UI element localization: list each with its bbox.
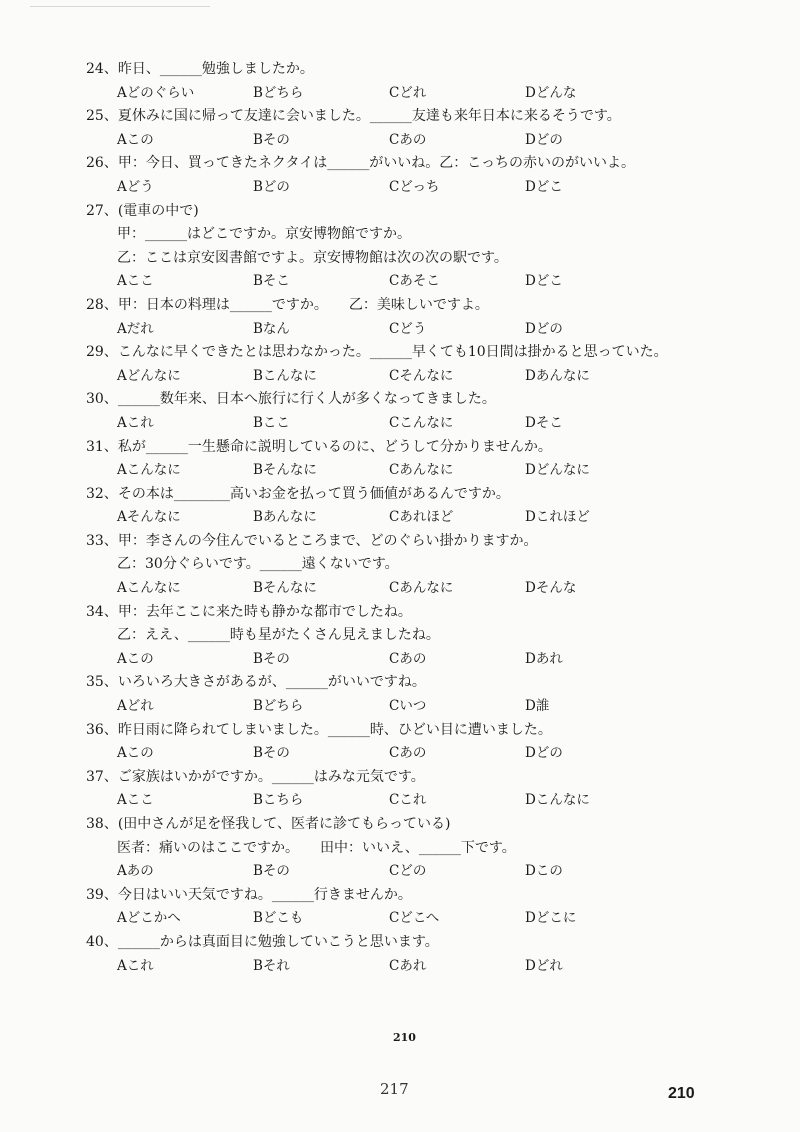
answer-option: Aだれ	[117, 320, 154, 337]
answer-options	[86, 695, 726, 719]
answer-option: Aどれ	[117, 698, 154, 715]
answer-option: Dそこ	[525, 414, 563, 431]
answer-option: Dどれ	[525, 957, 563, 974]
answer-option: Bどこも	[253, 910, 304, 927]
question-text: 34、甲：去年ここに来た時も静かな都市でしたね。	[86, 603, 412, 620]
answer-options	[86, 506, 726, 530]
answer-option: Bそんなに	[253, 580, 317, 597]
answer-option: Aこの	[117, 745, 154, 762]
answer-options	[86, 365, 726, 389]
question-text: 29、こんなに早くできたとは思わなかった。______早くても10日間は掛かると思っていた。	[86, 344, 668, 361]
answer-options	[86, 412, 726, 436]
answer-option: Cあそこ	[389, 273, 440, 290]
answer-option: Aどう	[117, 178, 154, 195]
question-text: 32、その本は________高いお金を払って買う価値があるんですか。	[86, 485, 510, 502]
answer-option: Aこんなに	[117, 462, 181, 479]
question-list	[86, 58, 726, 978]
question-text: 31、私が______一生懸命に説明しているのに、どうして分かりませんか。	[86, 438, 552, 455]
question-item	[86, 483, 726, 530]
answer-options	[86, 270, 726, 294]
answer-option: Bここ	[253, 414, 290, 431]
answer-option: Dあんなに	[525, 367, 590, 384]
answer-option: D誰	[525, 698, 550, 715]
question-text: 37、ご家族はいかがですか。______はみな元気です。	[86, 768, 425, 785]
question-text: 26、甲：今日、買ってきたネクタイは______がいいね。乙：こっちの赤いのがいいよ。	[86, 155, 635, 172]
answer-option: Cこれ	[389, 792, 427, 809]
answer-option: Cどの	[389, 863, 427, 880]
answer-options	[86, 577, 726, 601]
question-item	[86, 58, 726, 105]
top-divider	[30, 6, 210, 7]
question-item	[86, 200, 726, 294]
question-item	[86, 766, 726, 813]
question-text-continued: 乙：30分ぐらいです。______遠くないです。	[117, 556, 399, 573]
answer-option: Cあの	[389, 745, 427, 762]
answer-option: Bそこ	[253, 273, 290, 290]
answer-options	[86, 907, 726, 931]
answer-option: Aどんなに	[117, 367, 181, 384]
answer-option: Dこの	[525, 863, 563, 880]
answer-option: Bどちら	[253, 698, 304, 715]
answer-option: Cあんなに	[389, 462, 454, 479]
question-item	[86, 436, 726, 483]
answer-option: Bどちら	[253, 84, 304, 101]
answer-option: Cこんなに	[389, 414, 454, 431]
answer-option: Bなん	[253, 320, 290, 337]
question-item	[86, 813, 726, 884]
answer-options	[86, 82, 726, 106]
answer-option: Cそんなに	[389, 367, 454, 384]
answer-option: Aこの	[117, 131, 154, 148]
question-text-continued: 乙：ここは京安図書館ですよ。京安博物館は次の次の駅です。	[117, 249, 508, 266]
question-item	[86, 105, 726, 152]
question-item	[86, 931, 726, 978]
question-item	[86, 152, 726, 199]
answer-options	[86, 176, 726, 200]
answer-option: Aここ	[117, 792, 154, 809]
answer-option: Bこちら	[253, 792, 304, 809]
answer-options	[86, 955, 726, 979]
answer-option: Dこれほど	[525, 509, 590, 526]
answer-option: Dどの	[525, 131, 563, 148]
answer-option: Dそんな	[525, 580, 577, 597]
answer-option: Dどの	[525, 745, 563, 762]
answer-options	[86, 318, 726, 342]
answer-option: Aこれ	[117, 414, 154, 431]
page-number-right: 210	[668, 1085, 695, 1102]
answer-option: Aあの	[117, 863, 154, 880]
question-text: 40、______からは真面目に勉強していこうと思います。	[86, 933, 439, 950]
answer-option: Bその	[253, 650, 290, 667]
answer-option: Bこんなに	[253, 367, 317, 384]
question-text-continued: 甲：______はどこですか。京安博物館ですか。	[117, 226, 411, 243]
answer-option: Cどこへ	[389, 910, 440, 927]
answer-option: Cあんなに	[389, 580, 454, 597]
answer-options	[86, 129, 726, 153]
answer-option: Cあれ	[389, 957, 427, 974]
answer-option: Cどう	[389, 320, 427, 337]
question-text-continued: 医者：痛いのはここですか。 田中：いいえ、______下です。	[117, 839, 516, 856]
answer-option: Bどの	[253, 178, 290, 195]
answer-option: Bそれ	[253, 957, 290, 974]
question-item	[86, 530, 726, 601]
page-number-original: 217	[380, 1080, 409, 1098]
answer-option: Dどんな	[525, 84, 577, 101]
question-text: 27、(電車の中で)	[86, 202, 199, 219]
question-item	[86, 884, 726, 931]
answer-option: Dこんなに	[525, 792, 590, 809]
question-text: 39、今日はいい天気ですね。______行きませんか。	[86, 886, 412, 903]
answer-option: Aこれ	[117, 957, 154, 974]
question-text: 38、(田中さんが足を怪我して、医者に診てもらっている)	[86, 816, 451, 832]
question-item	[86, 388, 726, 435]
answer-option: Cどれ	[389, 84, 427, 101]
answer-options	[86, 789, 726, 813]
answer-option: Aこの	[117, 650, 154, 667]
answer-options	[86, 648, 726, 672]
page-number-center: 210	[393, 1031, 416, 1044]
answer-option: Cどっち	[389, 178, 440, 195]
question-text: 28、甲：日本の料理は______ですか。 乙：美味しいですよ。	[86, 296, 489, 313]
question-item	[86, 341, 726, 388]
answer-option: Cあの	[389, 650, 427, 667]
answer-option: Dあれ	[525, 650, 563, 667]
question-text: 33、甲：李さんの今住んでいるところまで、どのぐらい掛かりますか。	[86, 532, 538, 549]
answer-option: Dどの	[525, 320, 563, 337]
answer-option: Dどこ	[525, 178, 563, 195]
answer-option: Dどこ	[525, 273, 563, 290]
question-text: 36、昨日雨に降られてしまいました。______時、ひどい目に遭いました。	[86, 721, 552, 738]
answer-option: Bその	[253, 131, 290, 148]
answer-option: Aここ	[117, 273, 154, 290]
question-text: 30、______数年来、日本へ旅行に行く人が多くなってきました。	[86, 391, 496, 408]
question-item	[86, 294, 726, 341]
answer-option: Dどこに	[525, 910, 577, 927]
answer-options	[86, 742, 726, 766]
answer-option: Aそんなに	[117, 509, 181, 526]
question-text: 25、夏休みに国に帰って友達に会いました。______友達も来年日本に来るそうです。	[86, 108, 621, 125]
question-item	[86, 671, 726, 718]
answer-option: Bあんなに	[253, 509, 317, 526]
question-text: 24、昨日、______勉強しましたか。	[86, 61, 314, 77]
answer-option: Cあれほど	[389, 509, 454, 526]
answer-option: Cあの	[389, 131, 427, 148]
answer-option: Cいつ	[389, 698, 427, 715]
question-item	[86, 601, 726, 672]
question-item	[86, 719, 726, 766]
answer-option: Aどこかへ	[117, 910, 181, 927]
answer-option: Bその	[253, 745, 290, 762]
answer-option: Bそんなに	[253, 462, 317, 479]
answer-option: Aこんなに	[117, 580, 181, 597]
question-text: 35、いろいろ大きさがあるが、______がいいですね。	[86, 674, 426, 691]
question-text-continued: 乙：ええ、______時も星がたくさん見えましたね。	[117, 627, 440, 644]
answer-option: Aどのぐらい	[117, 84, 195, 101]
answer-option: Dどんなに	[525, 462, 590, 479]
answer-options	[86, 860, 726, 884]
answer-options	[86, 459, 726, 483]
answer-option: Bその	[253, 863, 290, 880]
